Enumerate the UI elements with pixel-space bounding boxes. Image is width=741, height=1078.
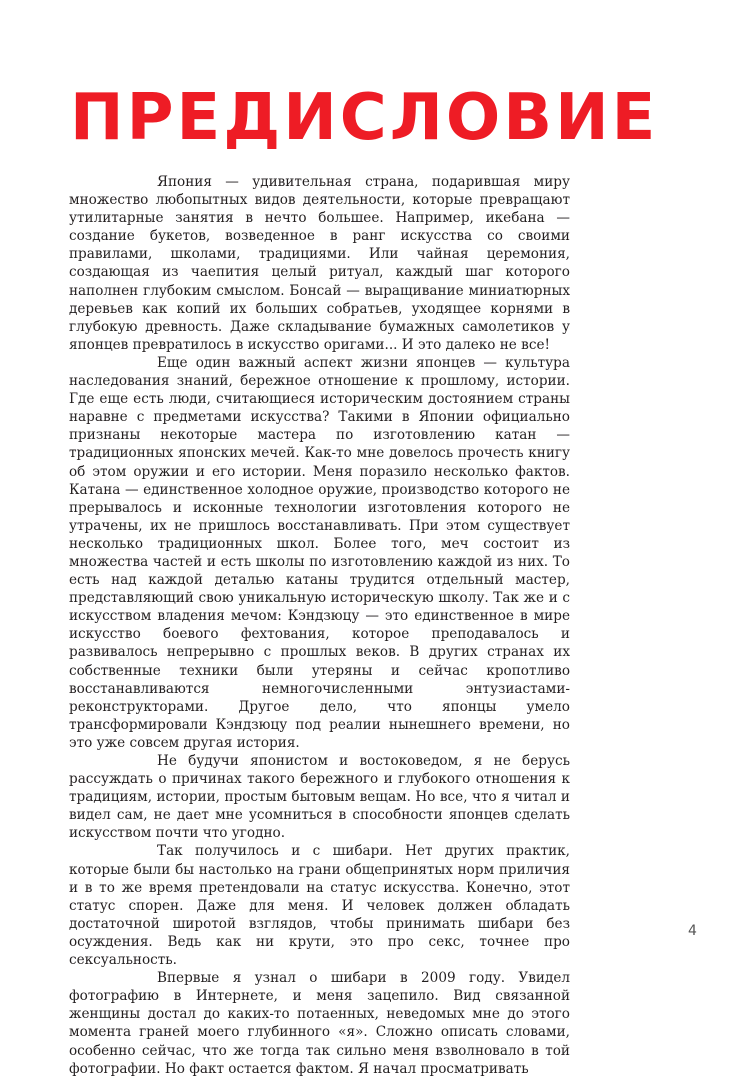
paragraph: Еще один важный аспект жизни японцев — культура наследования знаний, бережное отношение к прошлому, истории. Где еще есть люди, считающиеся историческим достоянием страны наравне с предметами искусства? Такими в Японии официально признаны некоторые мастера по изготовлению катан — традиционных японских мечей. Как-то мне довелось прочесть книгу об этом оружии и его истории. Меня поразило несколько фактов. Катана — единственное холодное оружие, производство которого не прерывалось и исконные технологии изготовления которого не утрачены, их не пришлось восстанавливать. При этом существует несколько традиционных школ. Более того, меч состоит из множества частей и есть школы по изготовлению каждой из них. То есть над каждой деталью катаны трудится отдельный мастер, представляющий свою уникальную историческую школу. Так же и с искусством владения мечом: Кэндзюцу — это единственное в мире искусство боевого фехтования, которое преподавалось и развивалось непрерывно с прошлых веков. В других странах их собственные техники были утеряны и сейчас кропотливо восстанавливаются немногочисленными энтузиастами-реконструкторами. Другое дело, что японцы умело трансформировали Кэндзюцу под реалии нынешнего времени, но это уже совсем другая история.: [69, 354, 570, 751]
body-text: [69, 173, 570, 1078]
paragraph: Впервые я узнал о шибари в 2009 году. Увидел фотографию в Интернете, и меня зацепило. Вид связанной женщины достал до каких-то потаенных, неведомых мне до этого момента граней моего глубинного «я». Сложно описать словами, особенно сейчас, что же тогда так сильно меня взволновало в той фотографии. Но факт остается фактом. Я начал просматривать: [69, 970, 570, 1077]
paragraph: Так получилось и с шибари. Нет других практик, которые были бы настолько на грани общепринятых норм приличия и в то же время претендовали на статус искусства. Конечно, этот статус спорен. Даже для меня. И человек должен обладать достаточной широтой взглядов, чтобы принимать шибари без осуждения. Ведь как ни крути, это про секс, точнее про сексуальность.: [69, 843, 570, 969]
chapter-title: ПРЕДИСЛОВИЕ: [70, 81, 659, 155]
paragraph: Япония — удивительная страна, подарившая миру множество любопытных видов деятельности, которые превращают утилитарные занятия в нечто большее. Например, икебана — создание букетов, возведенное в ранг искусства со своими правилами, школами, традициями. Или чайная церемония, создающая из чаепития целый ритуал, каждый шаг которого наполнен глубоким смыслом. Бонсай — выращивание миниатюрных деревьев как копий их больших собратьев, уходящее корнями в глубокую древность. Даже складывание бумажных самолетиков у японцев превратилось в искусство оригами... И это далеко не все!: [69, 174, 570, 353]
paragraph: Не будучи японистом и востоковедом, я не берусь рассуждать о причинах такого бережного и глубокого отношения к традициям, истории, простым бытовым вещам. Но все, что я читал и видел сам, не дает мне усомниться в способности японцев сделать искусством почти что угодно.: [69, 753, 570, 842]
page-number: 4: [688, 923, 697, 939]
